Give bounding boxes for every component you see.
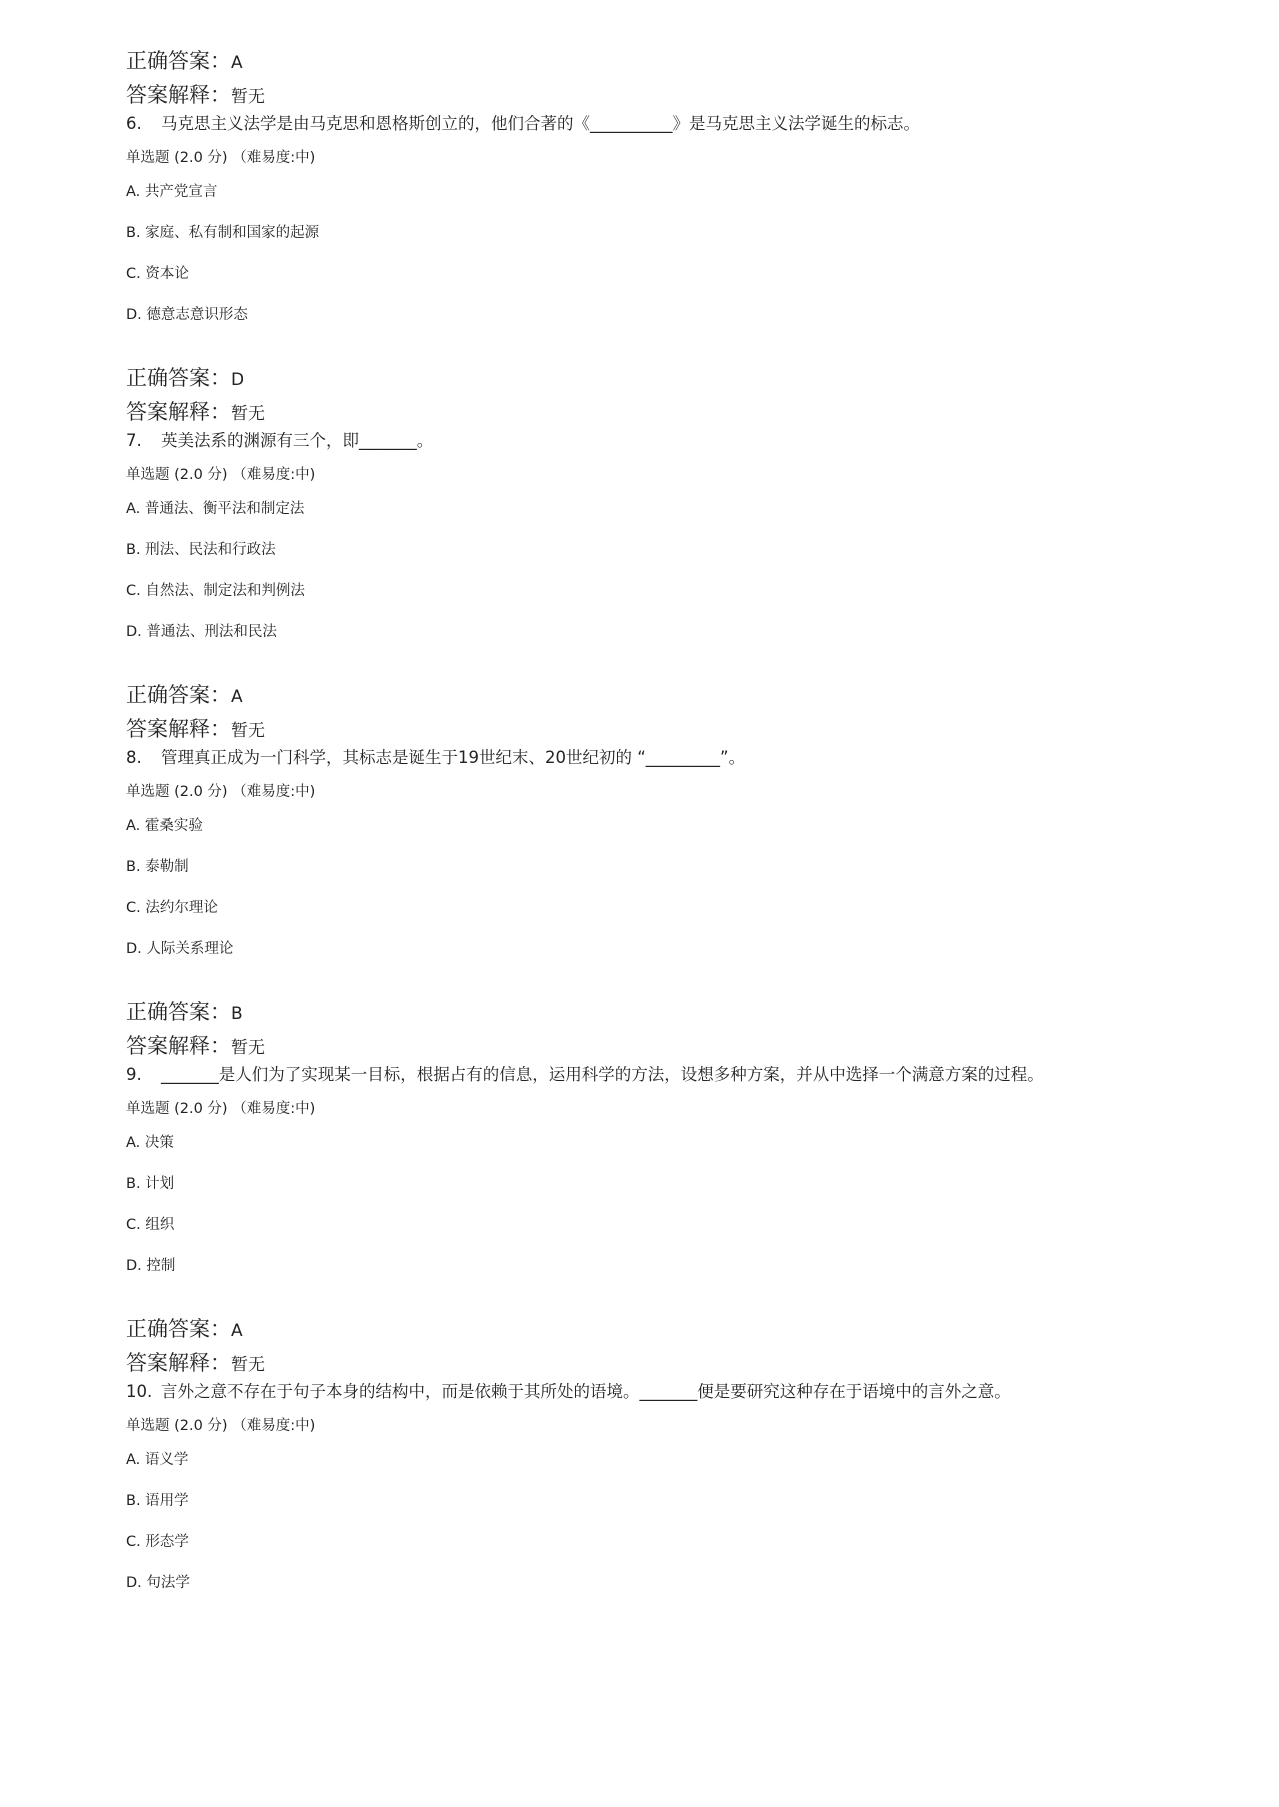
option-b[interactable]: B. 家庭、私有制和国家的起源	[126, 225, 320, 241]
explanation-label: 答案解释：	[126, 400, 231, 424]
answer-block-6	[126, 361, 1166, 429]
question-meta: 单选题 (2.0 分) （难易度:中)	[126, 150, 316, 166]
question-stem	[126, 1063, 1166, 1087]
question-text: 马克思主义法学是由马克思和恩格斯创立的，他们合著的《__________》是马克思主义法学诞生的标志。	[161, 114, 920, 133]
question-stem	[126, 746, 1166, 770]
option-d[interactable]: D. 德意志意识形态	[126, 307, 248, 323]
question-7	[126, 429, 1166, 746]
explanation-value: 暂无	[231, 721, 265, 741]
question-number: 9.	[126, 1065, 142, 1084]
explanation-label: 答案解释：	[126, 1034, 231, 1058]
option-a[interactable]: A. 霍桑实验	[126, 818, 203, 834]
explanation-line	[126, 712, 1166, 746]
correct-answer-value: D	[231, 370, 245, 390]
question-number: 6.	[126, 114, 142, 133]
option-a[interactable]: A. 普通法、衡平法和制定法	[126, 501, 305, 517]
explanation-label: 答案解释：	[126, 83, 231, 107]
question-stem	[126, 429, 1166, 453]
explanation-value: 暂无	[231, 87, 265, 107]
question-6	[126, 112, 1166, 429]
question-meta: 单选题 (2.0 分) （难易度:中)	[126, 784, 316, 800]
question-text: 英美法系的渊源有三个，即_______。	[161, 431, 434, 450]
question-number: 10.	[126, 1382, 153, 1401]
option-c[interactable]: C. 形态学	[126, 1534, 189, 1550]
option-c[interactable]: C. 法约尔理论	[126, 900, 218, 916]
question-stem	[126, 112, 1166, 136]
question-number: 7.	[126, 431, 142, 450]
explanation-label: 答案解释：	[126, 1351, 231, 1375]
option-b[interactable]: B. 泰勒制	[126, 859, 189, 875]
question-meta: 单选题 (2.0 分) （难易度:中)	[126, 1418, 316, 1434]
question-meta: 单选题 (2.0 分) （难易度:中)	[126, 1101, 316, 1117]
option-c[interactable]: C. 自然法、制定法和判例法	[126, 583, 305, 599]
option-d[interactable]: D. 控制	[126, 1258, 176, 1274]
explanation-line	[126, 78, 1166, 112]
answer-block-7	[126, 678, 1166, 746]
option-b[interactable]: B. 计划	[126, 1176, 175, 1192]
correct-answer-label: 正确答案：	[126, 49, 231, 73]
question-text: 言外之意不存在于句子本身的结构中，而是依赖于其所处的语境。_______便是要研究这种存在于语境中的言外之意。	[161, 1382, 1011, 1401]
option-a[interactable]: A. 语义学	[126, 1452, 189, 1468]
question-10	[126, 1380, 1166, 1593]
correct-answer-value: B	[231, 1004, 243, 1024]
correct-answer-line	[126, 44, 1166, 78]
question-8	[126, 746, 1166, 1063]
answer-block-9	[126, 1312, 1166, 1380]
option-a[interactable]: A. 决策	[126, 1135, 174, 1151]
correct-answer-line	[126, 361, 1166, 395]
correct-answer-label: 正确答案：	[126, 366, 231, 390]
correct-answer-label: 正确答案：	[126, 683, 231, 707]
question-stem	[126, 1380, 1166, 1404]
explanation-value: 暂无	[231, 1038, 265, 1058]
correct-answer-value: A	[231, 53, 243, 73]
option-c[interactable]: C. 资本论	[126, 266, 189, 282]
correct-answer-line	[126, 995, 1166, 1029]
correct-answer-value: A	[231, 687, 243, 707]
option-d[interactable]: D. 句法学	[126, 1575, 190, 1591]
explanation-value: 暂无	[231, 404, 265, 424]
option-d[interactable]: D. 普通法、刑法和民法	[126, 624, 277, 640]
question-text: _______是人们为了实现某一目标，根据占有的信息，运用科学的方法，设想多种方案，并从中选择一个满意方案的过程。	[161, 1065, 1044, 1084]
correct-answer-label: 正确答案：	[126, 1317, 231, 1341]
answer-block-5	[126, 44, 1166, 112]
question-number: 8.	[126, 748, 142, 767]
question-meta: 单选题 (2.0 分) （难易度:中)	[126, 467, 316, 483]
question-text: 管理真正成为一门科学，其标志是诞生于19世纪末、20世纪初的 “_________”。	[161, 748, 746, 767]
explanation-line	[126, 1029, 1166, 1063]
explanation-line	[126, 395, 1166, 429]
answer-block-8	[126, 995, 1166, 1063]
option-b[interactable]: B. 刑法、民法和行政法	[126, 542, 276, 558]
correct-answer-line	[126, 678, 1166, 712]
question-9	[126, 1063, 1166, 1380]
option-c[interactable]: C. 组织	[126, 1217, 175, 1233]
quiz-page	[126, 44, 1166, 1614]
explanation-value: 暂无	[231, 1355, 265, 1375]
option-b[interactable]: B. 语用学	[126, 1493, 189, 1509]
correct-answer-label: 正确答案：	[126, 1000, 231, 1024]
option-a[interactable]: A. 共产党宣言	[126, 184, 218, 200]
correct-answer-value: A	[231, 1321, 243, 1341]
option-d[interactable]: D. 人际关系理论	[126, 941, 234, 957]
correct-answer-line	[126, 1312, 1166, 1346]
explanation-label: 答案解释：	[126, 717, 231, 741]
explanation-line	[126, 1346, 1166, 1380]
